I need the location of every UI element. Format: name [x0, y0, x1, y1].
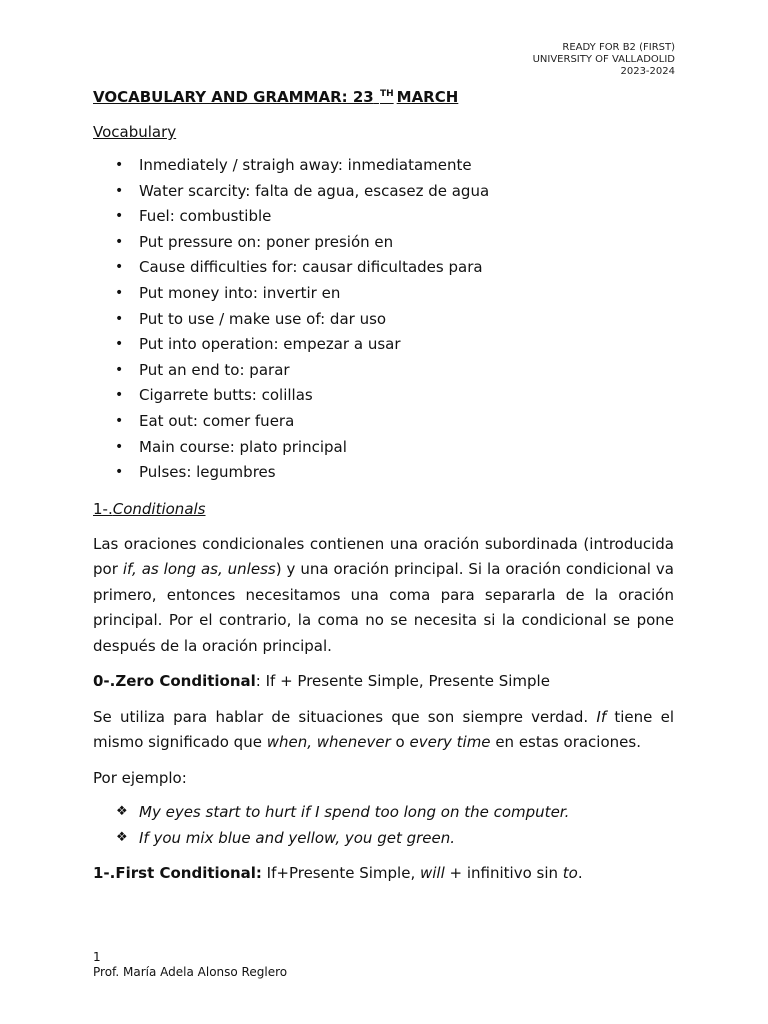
list-item: ❖ If you mix blue and yellow, you get green. — [93, 825, 674, 851]
bullet-icon: • — [115, 157, 124, 173]
vocabulary-heading: Vocabulary — [93, 123, 177, 141]
bullet-icon: • — [115, 412, 124, 429]
vocabulary-list — [93, 153, 674, 486]
diamond-bullet-icon: ❖ — [116, 830, 128, 846]
zero-conditional-heading: 0-.Zero Conditional: If + Presente Simple, Presente Simple — [93, 672, 550, 691]
list-item: • Water scarcity: falta de agua, escasez de agua — [93, 179, 674, 205]
page-number: 1 — [93, 950, 101, 964]
list-item: • Cigarrete butts: colillas — [93, 383, 674, 409]
bullet-icon: • — [115, 259, 124, 276]
list-item: • Eat out: comer fuera — [93, 409, 674, 435]
header-course: READY FOR B2 (FIRST) — [562, 42, 675, 53]
list-item: • Main course: plato principal — [93, 435, 674, 461]
list-item: • Pulses: legumbres — [93, 460, 674, 486]
title-text: VOCABULARY AND GRAMMAR: 23 — [93, 88, 374, 106]
page-footer — [93, 950, 287, 980]
title-month: MARCH — [396, 88, 459, 106]
footer-author: Prof. María Adela Alonso Reglero — [93, 965, 288, 979]
bullet-icon: • — [115, 464, 124, 481]
list-item: • Put an end to: parar — [93, 358, 674, 384]
document-body — [93, 85, 674, 887]
list-item: • Put to use / make use of: dar uso — [93, 307, 674, 333]
list-item: ❖ My eyes start to hurt if I spend too long on the computer. — [93, 799, 674, 825]
conditionals-heading: 1-.Conditionals — [93, 499, 206, 518]
list-item: • Put money into: invertir en — [93, 281, 674, 307]
bullet-icon: • — [115, 310, 124, 327]
first-conditional-heading: 1-.First Conditional: If+Presente Simple, will + infinitivo sin to. — [93, 864, 583, 883]
bullet-icon: • — [115, 438, 124, 455]
list-item: • Inmediately / straigh away: inmediatamente — [93, 153, 674, 179]
header-university: UNIVERSITY OF VALLADOLID — [532, 54, 675, 65]
example-label: Por ejemplo: — [93, 768, 187, 787]
bullet-icon: • — [115, 336, 124, 353]
conditionals-intro: Las oraciones condicionales contienen una oración subordinada (introducida por if, as long as, unless) y una oración principal. Si la oración condicional va primero, entonces necesitamos una coma para separarla de la oración principal. Por el contrario, la coma no se necesita si la condicional se pone después de la oración principal. — [93, 534, 674, 655]
list-item: • Fuel: combustible — [93, 204, 674, 230]
bullet-icon: • — [115, 361, 124, 378]
bullet-icon: • — [115, 284, 124, 301]
zero-conditional-description: Se utiliza para hablar de situaciones que son siempre verdad. If tiene el mismo significado que when, whenever o every time en estas oraciones. — [93, 707, 674, 752]
bullet-icon: • — [115, 182, 124, 199]
bullet-icon: • — [115, 233, 124, 250]
page-title — [93, 85, 674, 109]
bullet-icon: • — [115, 387, 124, 404]
list-item: • Cause difficulties for: causar dificultades para — [93, 255, 674, 281]
header-year: 2023-2024 — [620, 66, 675, 77]
list-item: • Put pressure on: poner presión en — [93, 230, 674, 256]
diamond-bullet-icon: ❖ — [116, 804, 128, 820]
list-item: • Put into operation: empezar a usar — [93, 332, 674, 358]
example-list — [93, 799, 674, 851]
bullet-icon: • — [115, 208, 124, 225]
page-header — [533, 42, 675, 78]
title-superscript: TH — [379, 89, 394, 99]
